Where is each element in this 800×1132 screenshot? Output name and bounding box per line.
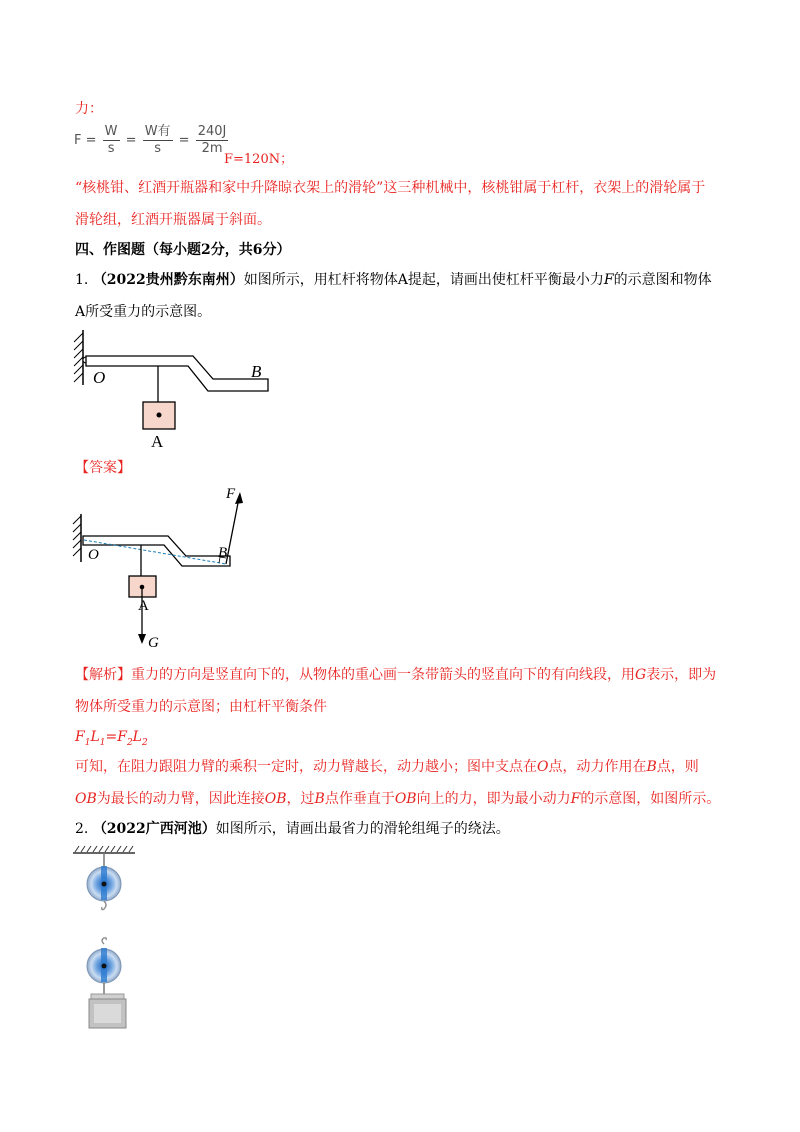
movable-pulley-hook-top: [102, 938, 106, 944]
sub-2: 2: [141, 737, 148, 748]
gravity-arrowhead: [138, 634, 146, 644]
fraction-wyou-s: $\frac{\text{W有}}{s}$: [144, 124, 171, 156]
lever-bar: [83, 536, 230, 566]
analysis-line-2: 物体所受重力的示意图；由杠杆平衡条件: [75, 699, 327, 715]
var-ob: OB: [75, 791, 97, 807]
explain-line-2: 滑轮组，红酒开瓶器属于斜面。: [75, 212, 271, 228]
var-ob: OB: [394, 791, 417, 807]
lever-figure: [68, 325, 278, 455]
analysis-text: 点作垂直于: [324, 791, 395, 807]
analysis-text: 向上的力，即为最小动力: [416, 791, 571, 807]
f2: F: [117, 729, 127, 745]
force-label: 力：: [75, 101, 103, 117]
force-f-arrowhead: [235, 492, 243, 504]
pulley-figure: [70, 844, 150, 1034]
equals: =: [105, 729, 118, 745]
ceiling-hatching: [75, 846, 133, 852]
label-f: F: [226, 486, 236, 502]
analysis-text: 表示，即为: [646, 667, 717, 683]
var-f: F: [603, 272, 614, 288]
work-formula: F = $\frac{W}{s}$ = $\frac{\text{W有}}{s}$ = $\frac{240J}{2m}$: [74, 124, 227, 156]
question-source: （2022贵州黔东南州）: [92, 272, 244, 288]
var-g: G: [635, 667, 647, 683]
lever-balance-formula: [75, 727, 148, 753]
label-b: B: [218, 545, 228, 561]
sub-1: 1: [99, 737, 106, 748]
analysis-line-1: [75, 665, 716, 685]
analysis-line-5: [75, 789, 720, 809]
var-ob: OB: [264, 791, 287, 807]
label-a: A: [138, 598, 149, 614]
question-1-line-1: [75, 270, 712, 290]
weight-face: [94, 1004, 121, 1023]
section-heading: 四、作图题（每小题2分，共6分）: [75, 242, 291, 258]
var-o: O: [537, 759, 549, 775]
analysis-text: 点，则: [656, 759, 699, 775]
fixed-pulley-hook-bottom: [102, 901, 106, 910]
var-b: B: [646, 759, 657, 775]
label-a: A: [151, 432, 164, 451]
weight-top: [91, 994, 124, 999]
label-g: G: [148, 635, 159, 651]
analysis-label: 【解析】: [75, 667, 131, 683]
sub-1: 1: [84, 737, 91, 748]
answer-label: 【答案】: [75, 460, 131, 476]
f1: F: [75, 729, 85, 745]
label-o: O: [88, 547, 99, 563]
label-b: B: [251, 362, 262, 381]
formula-lhs: F: [74, 133, 82, 148]
analysis-line-4: [75, 757, 699, 777]
formula-result: F=120N；: [224, 152, 294, 167]
lever-bar: [86, 356, 268, 391]
analysis-text: 点，动力作用在: [548, 759, 647, 775]
fraction-240j-2m: $\frac{240J}{2m}$: [197, 124, 227, 156]
question-source: （2022广西河池）: [92, 821, 216, 837]
wall-hatching: [74, 333, 83, 382]
block-center-dot: [157, 413, 162, 418]
fixed-pulley-axle: [102, 882, 107, 887]
analysis-text: 为最长的动力臂，因此连接: [96, 791, 265, 807]
l2: L: [132, 729, 142, 745]
label-o: O: [93, 368, 106, 387]
question-text: 如图所示，用杠杆将物体A提起，请画出使杠杆平衡最小力: [243, 272, 604, 288]
var-f: F: [570, 791, 581, 807]
fraction-w-s: $\frac{W}{s}$: [104, 124, 118, 156]
question-number: 1.: [75, 272, 89, 288]
analysis-text: 重力的方向是竖直向下的，从物体的重心画一条带箭头的竖直向下的有向线段，用: [131, 667, 635, 683]
analysis-text: 可知，在阻力跟阻力臂的乘积一定时，动力臂越长，动力越小；图中支点在: [75, 759, 537, 775]
wall-hatching: [73, 516, 81, 556]
question-number: 2.: [75, 821, 89, 837]
question-2: [75, 819, 510, 839]
question-text-tail: 的示意图和物体: [613, 272, 712, 288]
answer-figure: [68, 484, 258, 654]
analysis-text: 的示意图，如图所示。: [580, 791, 721, 807]
analysis-text: ，过: [286, 791, 315, 807]
force-f-arrow: [226, 498, 239, 564]
l1: L: [90, 729, 100, 745]
question-text: 如图所示，请画出最省力的滑轮组绳子的绕法。: [215, 821, 510, 837]
explain-line-1: “核桃钳、红酒开瓶器和家中升降晾衣架上的滑轮”这三种机械中，核桃钳属于杠杆，衣架上的滑轮属于: [75, 180, 706, 196]
movable-pulley-axle: [102, 964, 107, 969]
sub-2: 2: [126, 737, 133, 748]
question-1-line-2: A所受重力的示意图。: [75, 304, 212, 320]
var-b: B: [314, 791, 325, 807]
